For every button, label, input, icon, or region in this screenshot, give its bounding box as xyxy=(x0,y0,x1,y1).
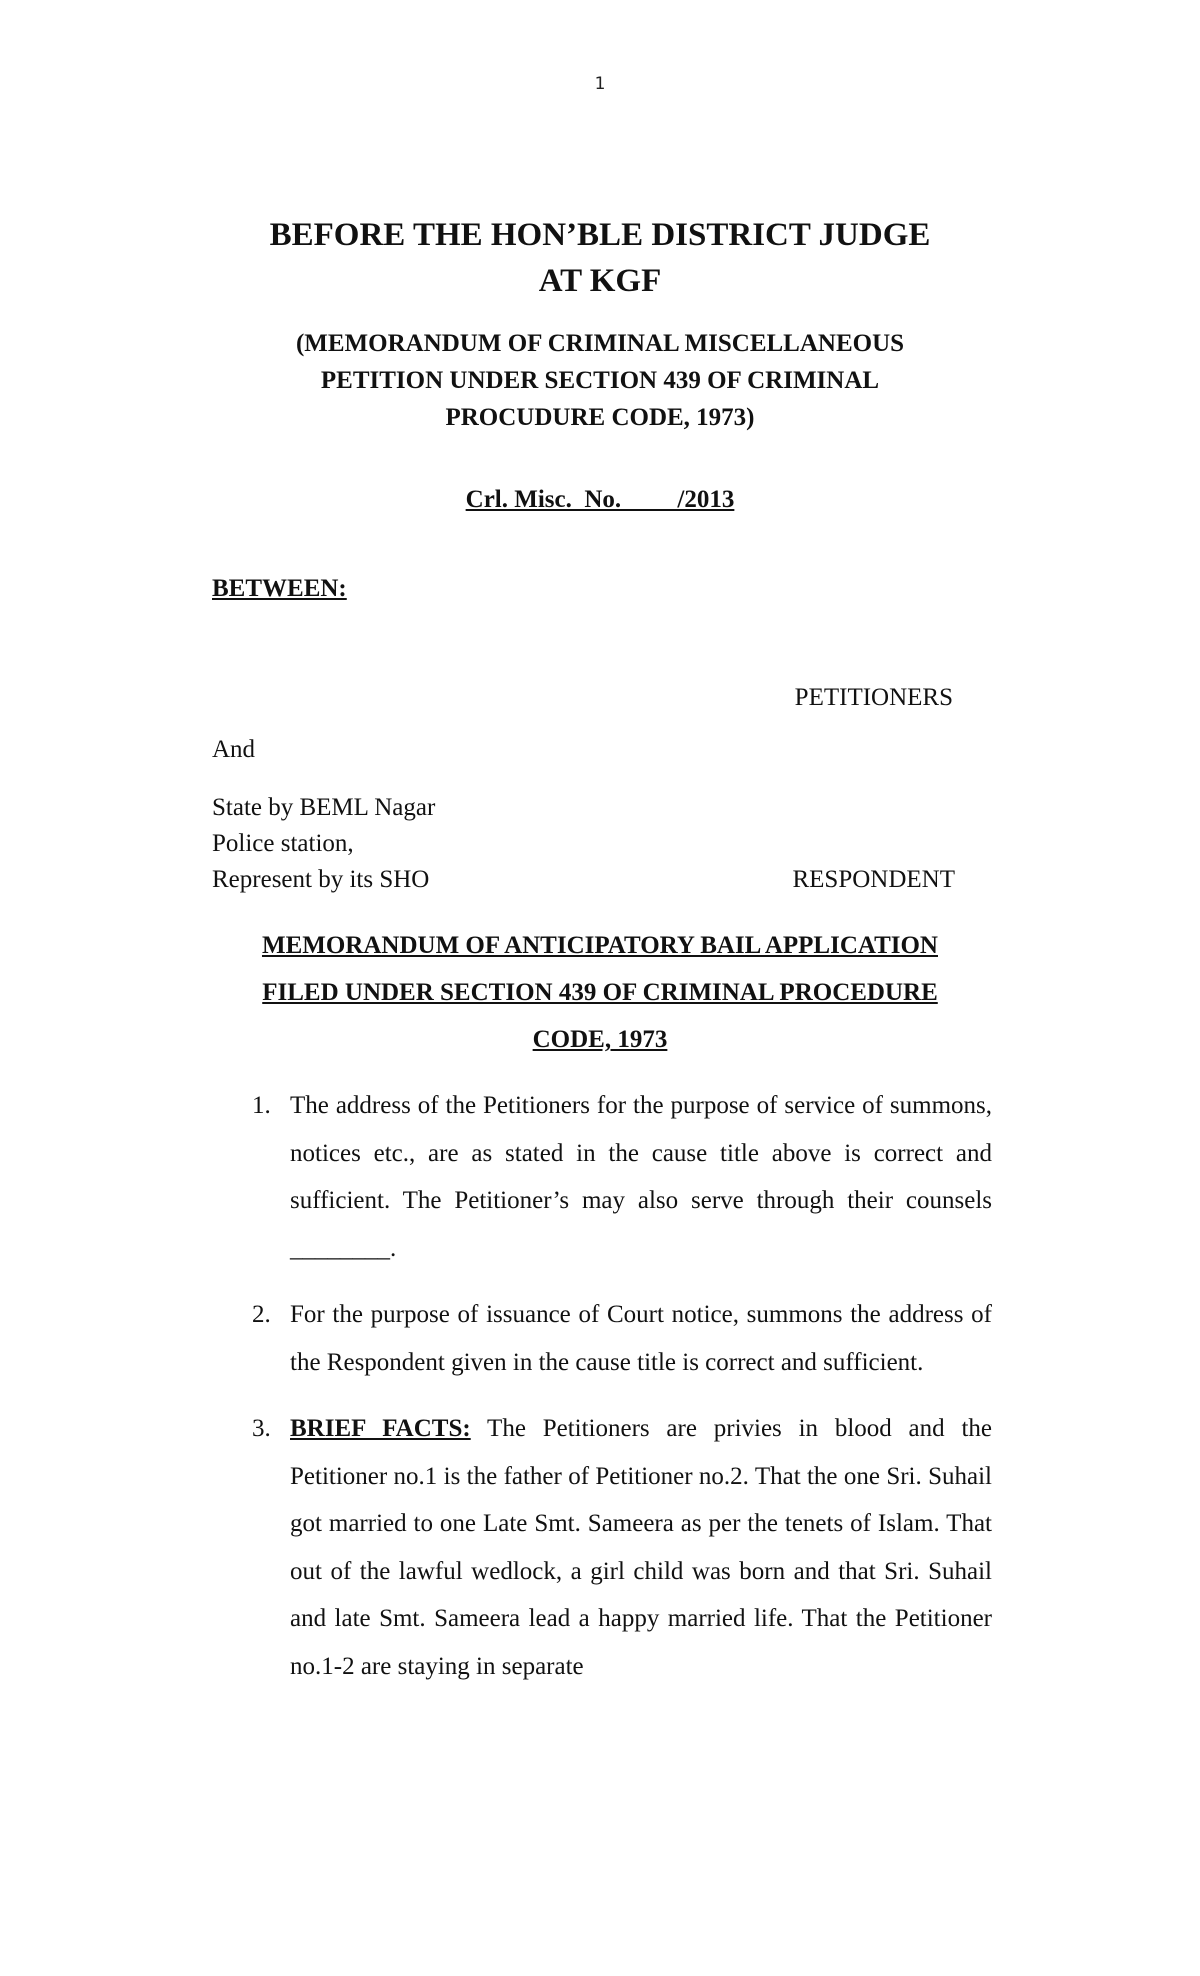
brief-facts-label: BRIEF FACTS: xyxy=(290,1415,471,1442)
memorandum-heading xyxy=(220,922,980,1063)
subtitle-line: PROCUDURE CODE, 1973) xyxy=(445,404,755,431)
paragraph-text: The address of the Petitioners for the purpose of service of summons, notices etc., are as stated in the cause title above is correct and sufficient. The Petitioner’s may also serve through their counsels ________. xyxy=(290,1092,992,1262)
respondent-address xyxy=(212,790,435,898)
subtitle-line: (MEMORANDUM OF CRIMINAL MISCELLANEOUS xyxy=(295,330,905,357)
petitioners-label: PETITIONERS xyxy=(794,684,953,711)
memorandum-heading-line: CODE, 1973 xyxy=(532,1026,668,1053)
paragraph-number: 1. xyxy=(252,1092,271,1119)
numbered-paragraphs xyxy=(252,1082,992,1709)
paragraph-number: 3. xyxy=(252,1415,271,1442)
subtitle-line: PETITION UNDER SECTION 439 OF CRIMINAL xyxy=(320,367,880,394)
respondent-address-line: State by BEML Nagar xyxy=(212,794,436,821)
paragraph-item xyxy=(252,1082,992,1272)
memorandum-heading-line: FILED UNDER SECTION 439 OF CRIMINAL PROCEDURE xyxy=(262,979,938,1006)
between-label: BETWEEN: xyxy=(212,575,347,602)
respondent-label: RESPONDENT xyxy=(792,866,955,893)
memorandum-heading-line: MEMORANDUM OF ANTICIPATORY BAIL APPLICATION xyxy=(261,932,938,959)
paragraph-item xyxy=(252,1291,992,1386)
paragraph-number: 2. xyxy=(252,1301,271,1328)
court-title-line: BEFORE THE HON’BLE DISTRICT JUDGE xyxy=(269,217,931,253)
respondent-address-line: Police station, xyxy=(212,830,354,857)
page-number: 1 xyxy=(594,74,606,94)
paragraph-item xyxy=(252,1405,992,1690)
case-number: Crl. Misc. No. /2013 xyxy=(465,486,735,513)
and-label: And xyxy=(212,736,256,763)
paragraph-text: For the purpose of issuance of Court notice, summons the address of the Respondent given in the cause title is correct and sufficient. xyxy=(290,1301,992,1376)
respondent-address-line: Represent by its SHO xyxy=(212,866,430,893)
petition-subtitle xyxy=(220,325,980,436)
paragraph-text: The Petitioners are privies in blood and the Petitioner no.1 is the father of Petitioner no.2. That the one Sri. Suhail got married to one Late Smt. Sameera as per the tenets of Islam. That out of the lawful wedlock, a girl child was born and that Sri. Suhail and late Smt. Sameera lead a happy married life. That the Petitioner no.1-2 are staying in separate xyxy=(290,1415,992,1680)
court-title-line: AT KGF xyxy=(538,263,662,299)
court-title xyxy=(200,212,1000,304)
